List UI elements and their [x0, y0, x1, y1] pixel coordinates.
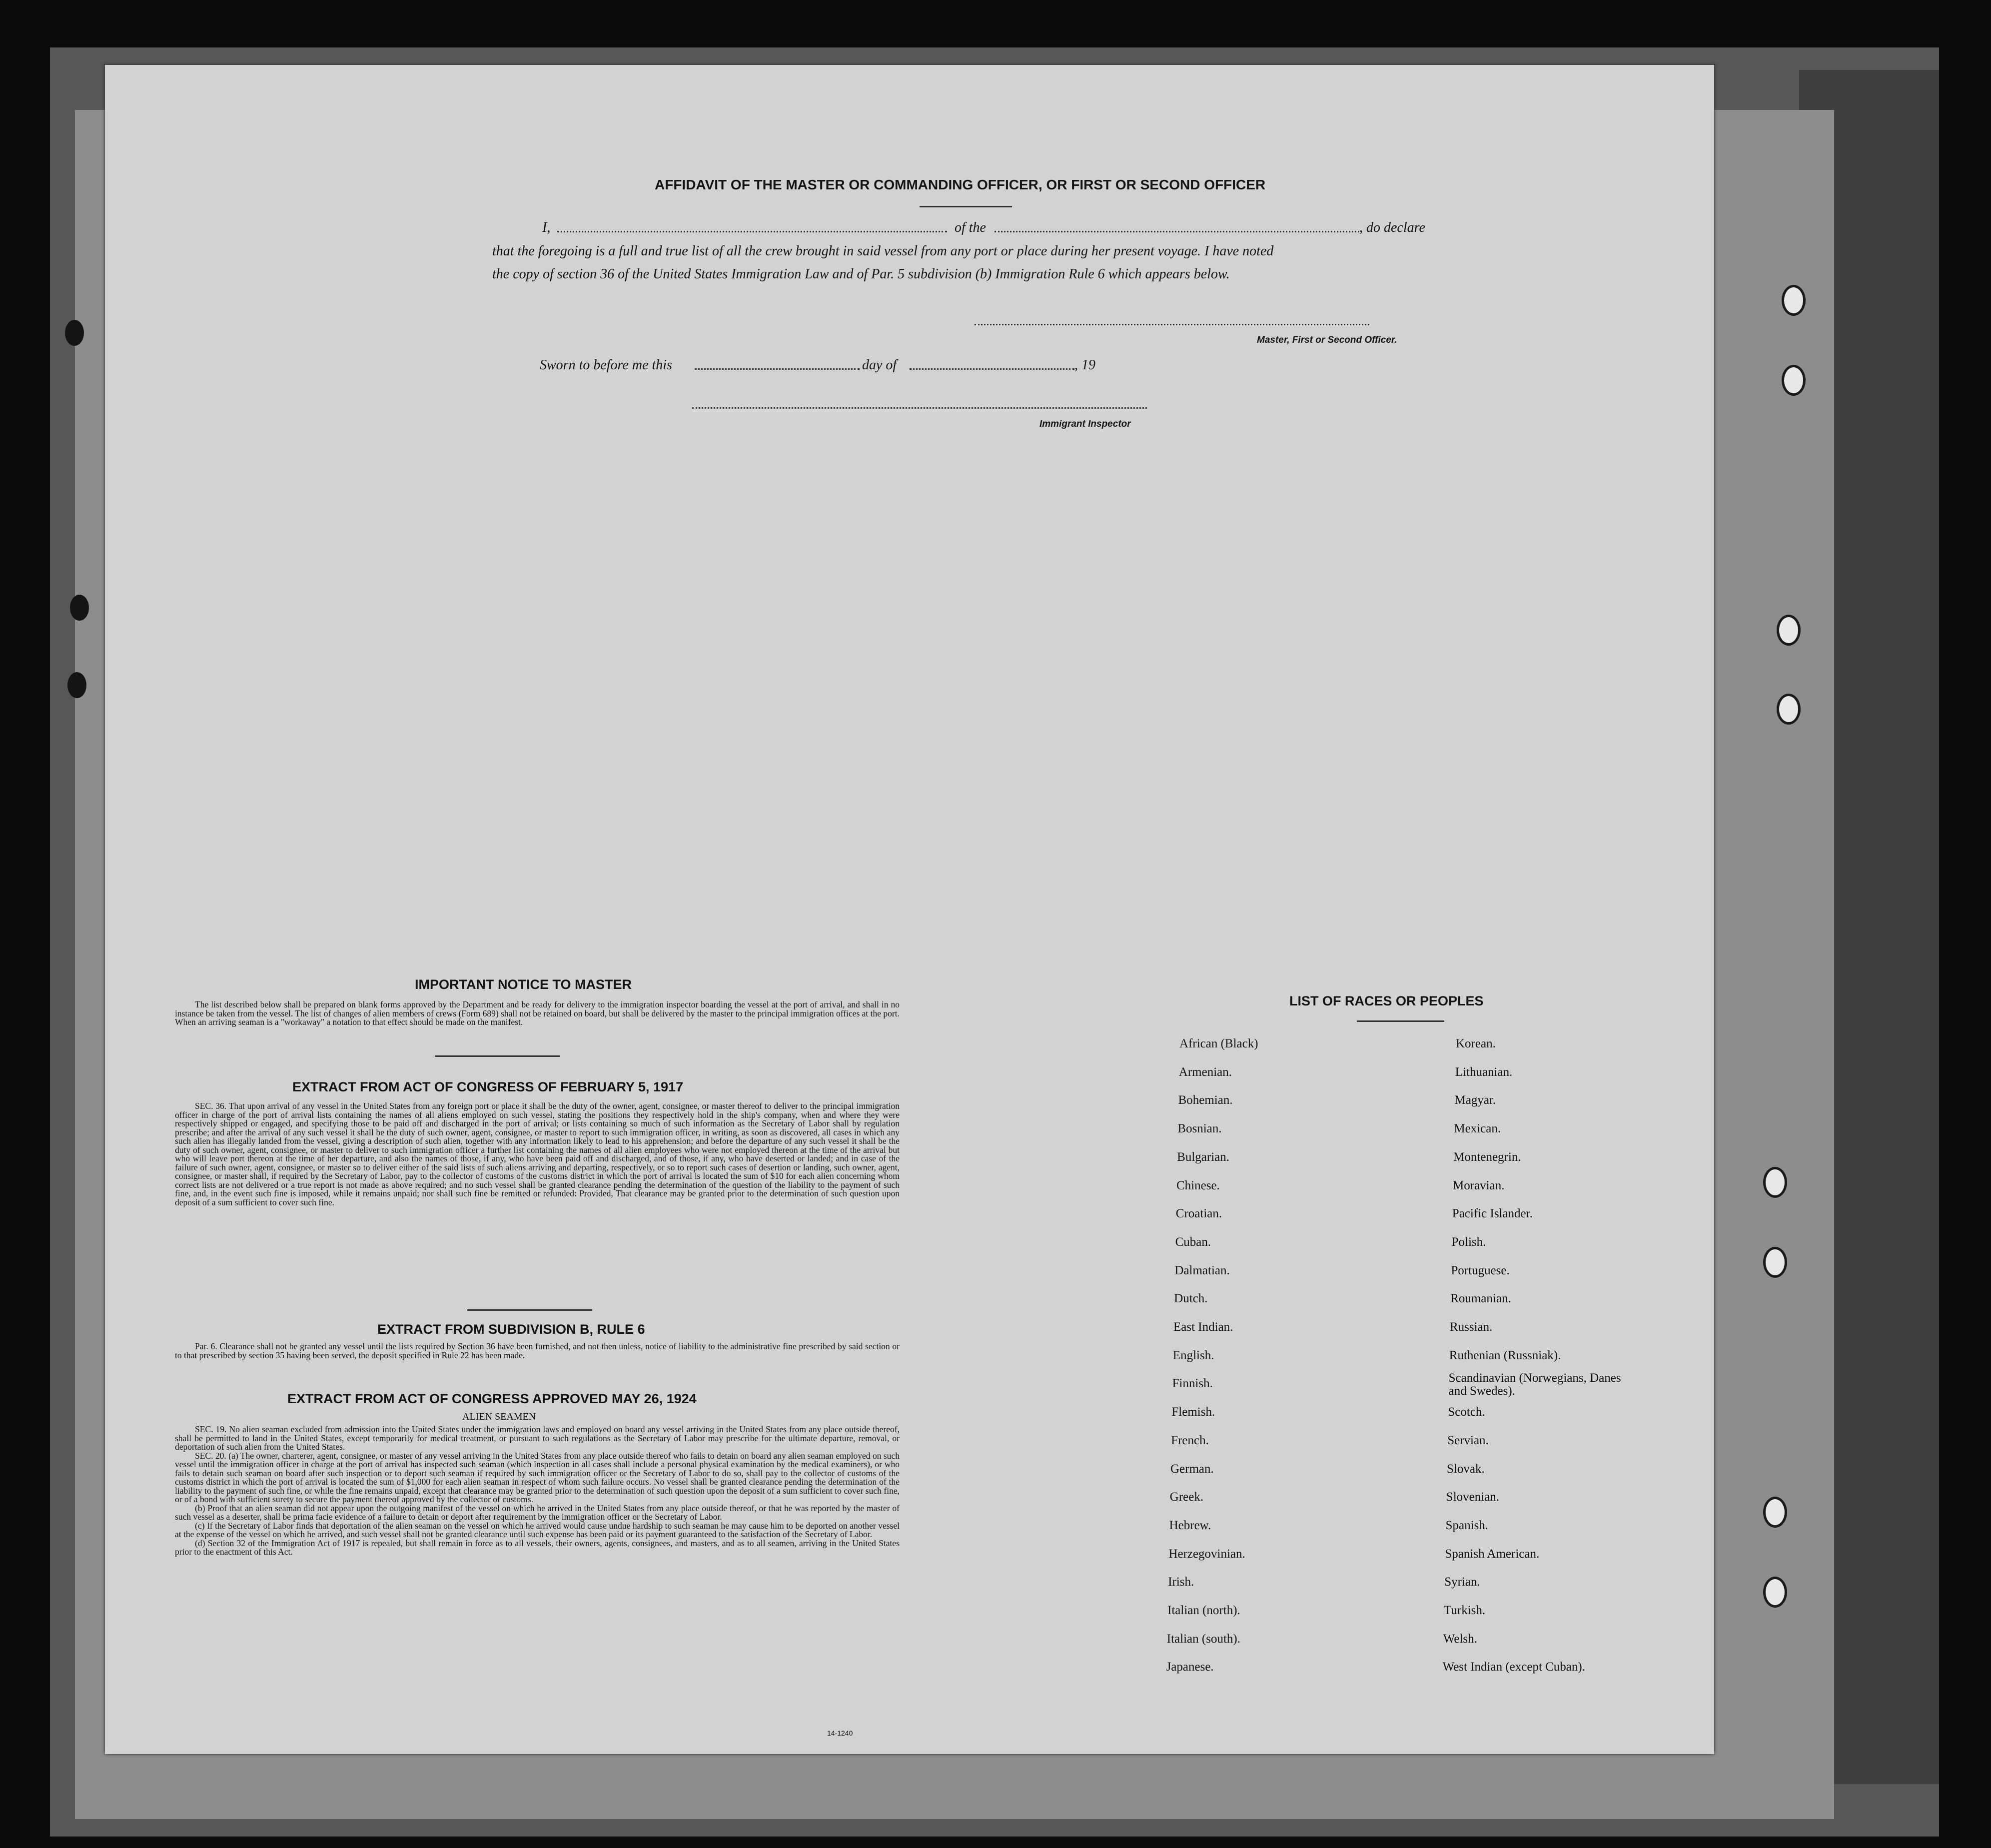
notice-text: The list described below shall be prepared on blank forms approved by the Department and be ready for delivery to the immigration inspector boarding the vessel at the port of arrival, and shall in no instance be taken from the vessel. The list of changes of alien members of crews (Form 689) shall not be retained on board, but shall be delivered by the master to the principal immigration offices at the port. When an arriving seaman is a "workaway" a notation to that effect should be made on the manifest.: [175, 999, 900, 1027]
race-item: Slovak.: [1447, 1462, 1485, 1476]
year-label: , 19: [1074, 357, 1095, 373]
race-item: Slovenian.: [1446, 1490, 1500, 1504]
title-underline: [920, 206, 1012, 207]
affidavit-line2: that the foregoing is a full and true list of all the crew brought in said vessel from any port or place during her present voyage. I have noted: [492, 243, 1274, 259]
race-item: Armenian.: [1178, 1065, 1232, 1079]
race-item: Portuguese.: [1451, 1263, 1510, 1277]
race-item: Scotch.: [1448, 1405, 1485, 1419]
race-item: Spanish American.: [1445, 1547, 1540, 1561]
affidavit-title: AFFIDAVIT OF THE MASTER OR COMMANDING OFFICER, OR FIRST OR SECOND OFFICER: [655, 177, 1266, 192]
notice-divider: [435, 1055, 560, 1057]
race-item: Korean.: [1456, 1037, 1496, 1050]
manifest-page: [105, 65, 1714, 1754]
race-item: Chinese.: [1176, 1178, 1220, 1192]
extract-rule6-title: EXTRACT FROM SUBDIVISION B, RULE 6: [377, 1322, 645, 1337]
affidavit-declare: , do declare: [1359, 220, 1425, 235]
race-item: Bosnian.: [1177, 1122, 1222, 1136]
race-item: Hebrew.: [1169, 1518, 1211, 1532]
race-item: Cuban.: [1175, 1235, 1211, 1249]
race-item: Montenegrin.: [1453, 1150, 1521, 1164]
race-item: Flemish.: [1171, 1405, 1215, 1419]
extract-divider: [467, 1309, 592, 1311]
race-item: Finnish.: [1172, 1377, 1213, 1391]
signature-caption: Master, First or Second Officer.: [1257, 335, 1397, 345]
inspector-caption: Immigrant Inspector: [1039, 419, 1131, 429]
punch-hole: [1782, 365, 1806, 396]
race-item: West Indian (except Cuban).: [1442, 1660, 1585, 1674]
extract-rule6-text: Par. 6. Clearance shall not be granted any vessel until the lists required by Section 36 have been furnished, and not then unless, notice of liability to the administrative fine prescribed by said section or to that prescribed by section 35 having been served, the deposit specified in Rule 22 has been made.: [175, 1341, 900, 1360]
race-item: East Indian.: [1173, 1320, 1233, 1334]
races-underline: [1357, 1020, 1444, 1022]
extract-1924-text: [175, 1425, 900, 1557]
race-item: Bohemian.: [1178, 1093, 1233, 1107]
race-item: Russian.: [1450, 1320, 1493, 1334]
punch-hole: [1777, 615, 1801, 646]
race-item: Bulgarian.: [1177, 1150, 1230, 1164]
sec20d-text: (d) Section 32 of the Immigration Act of 1917 is repealed, but shall remain in force as to all vessels, their owners, agents, consignees, and masters, and as to all seamen, arriving in the United States prior to the enactment of this Act.: [175, 1538, 900, 1557]
race-item: Mexican.: [1454, 1122, 1501, 1136]
punch-hole: [1763, 1497, 1787, 1528]
race-item: Japanese.: [1166, 1660, 1214, 1674]
race-item: Croatian.: [1175, 1207, 1222, 1221]
race-item: African (Black): [1179, 1037, 1258, 1050]
race-item: Greek.: [1169, 1490, 1204, 1504]
race-item: Scandinavian (Norwegians, Danes and Swedes).: [1448, 1371, 1621, 1398]
race-item: Italian (north).: [1167, 1604, 1240, 1617]
extract-1924-subtitle: ALIEN SEAMEN: [462, 1411, 536, 1422]
race-item: German.: [1170, 1462, 1214, 1476]
race-item: Italian (south).: [1166, 1632, 1240, 1646]
notice-title: IMPORTANT NOTICE TO MASTER: [415, 977, 632, 992]
race-item: Welsh.: [1443, 1632, 1477, 1646]
affidavit-i: I,: [542, 220, 551, 235]
sec20b-text: (b) Proof that an alien seaman did not appear upon the outgoing manifest of the vessel on which he arrived in the United States from any place outside thereof, or that he was reported by the master of such vessel as a deserter, shall be prima facie evidence of a failure to detain or deport after requirement by the immigration officer or the Secretary of Labor.: [175, 1503, 900, 1522]
affidavit-line3: the copy of section 36 of the United States Immigration Law and of Par. 5 subdivision (b) Immigration Rule 6 which appears below.: [492, 266, 1230, 282]
race-item: Roumanian.: [1450, 1292, 1511, 1306]
binder-hole: [65, 320, 84, 346]
race-item: Herzegovinian.: [1168, 1547, 1245, 1561]
form-number: 14-1240: [827, 1729, 853, 1737]
affidavit-of-the: of the: [955, 220, 986, 235]
race-item: Moravian.: [1453, 1178, 1505, 1192]
binder-hole: [67, 672, 86, 698]
vessel-name-field[interactable]: [995, 231, 1359, 232]
inspector-signature-field[interactable]: [692, 407, 1147, 409]
binder-hole: [70, 595, 89, 621]
race-item: Polish.: [1451, 1235, 1486, 1249]
race-item: Lithuanian.: [1455, 1065, 1513, 1079]
sec20a-text: SEC. 20. (a) The owner, charterer, agent, consignee, or master of any vessel arriving in the United States from any place outside thereof who fails to detain on board any alien seaman employed on such vessel until the immigration officer in charge at the port of arrival has inspected such seaman (which inspection in all cases shall include a personal physical examination by the medical examiners), or who fails to detain such seaman on board after such inspection or to deport such seaman if required by such immigration officer or the Secretary of Labor to do so, shall pay to the collector of customs of the customs district in which the port of arrival is located the sum of $1,000 for each alien seaman in respect of whom such failure occurs. No vessel shall be granted clearance pending the determination of the liability to the payment of such fine, or while the fine remains unpaid, except that clearance may be granted prior to the determination of such question upon the deposit of a sum sufficient to cover such fine, or of a bond with sufficient surety to secure the payment thereof approved by the collector of customs.: [175, 1450, 900, 1504]
race-item: Syrian.: [1444, 1575, 1480, 1589]
sworn-label: Sworn to before me this: [540, 357, 672, 373]
races-title: LIST OF RACES OR PEOPLES: [1289, 993, 1484, 1008]
race-item: Pacific Islander.: [1452, 1207, 1533, 1221]
day-of-label: day of: [862, 357, 897, 373]
master-name-field[interactable]: [557, 231, 947, 232]
race-item: Dalmatian.: [1174, 1263, 1230, 1277]
race-item: Turkish.: [1444, 1604, 1486, 1617]
race-item: Magyar.: [1454, 1093, 1496, 1107]
race-item: English.: [1172, 1348, 1214, 1362]
punch-hole: [1763, 1577, 1787, 1608]
punch-hole: [1763, 1167, 1787, 1198]
punch-hole: [1782, 285, 1806, 316]
punch-hole: [1777, 694, 1801, 725]
race-item: French.: [1171, 1433, 1209, 1447]
punch-hole: [1763, 1247, 1787, 1278]
extract-1924-title: EXTRACT FROM ACT OF CONGRESS APPROVED MAY 26, 1924: [287, 1391, 697, 1406]
race-item: Ruthenian (Russniak).: [1449, 1348, 1561, 1362]
extract-1917-text: SEC. 36. That upon arrival of any vessel in the United States from any foreign port or place it shall be the duty of the owner, agent, consignee, or master thereof to deliver to the principal immigration officer in charge of the port of arrival lists containing the names of all aliens employed on such vessel, stating the positions they respectively hold in the ship's company, when and where they were respectively shipped or engaged, and specifying those to be paid off and discharged in the port of arrival; or lists containing so much of such information as the Secretary of Labor shall by regulation prescribe; and after the arrival of any such vessel it shall be the duty of such owner, agent, consignee, or master to report to such immigration officer, in writing, as soon as discovered, all cases in which any such alien has illegally landed from the vessel, giving a description of such alien, together with any information likely to lead to his apprehension; and before the departure of any such vessel it shall be the duty of such owner, agent, consignee, or master to deliver to such immigration officer a further list containing the names of all alien employees who were not employed thereon at the time of the arrival but who will leave port thereon at the time of her departure, and also the names of those, if any, who have been paid off and discharged, and of those, if any, who have deserted or landed; and in case of the failure of such owner, agent, consignee, or master so to deliver either of the said lists of such aliens arriving and departing, respectively, or so to report such cases of desertion or landing, such owner, agent, consignee, or master shall, if required by the Secretary of Labor, pay to the collector of customs of the customs district in which the port of arrival is located the sum of $10 for each alien concerning whom correct lists are not delivered or a true report is not made as above required; and no such vessel shall be granted clearance pending the determination of the question of the liability to the payment of such fine, and, in the event such fine is imposed, while it remains unpaid; nor shall such fine be remitted or refunded: Provided, That clearance may be granted prior to the determination of such question upon deposit of a sum sufficient to cover such fine.: [175, 1101, 900, 1207]
sec19-text: SEC. 19. No alien seaman excluded from admission into the United States under the immigration laws and employed on board any vessel arriving in the United States from any place outside thereof, shall be permitted to land in the United States, except temporarily for medical treatment, or pursuant to such regulations as the Secretary of Labor may prescribe for the ultimate departure, removal, or deportation of such alien from the United States.: [175, 1424, 900, 1452]
race-item: Servian.: [1447, 1433, 1489, 1447]
race-item: Dutch.: [1174, 1292, 1208, 1306]
sworn-month-field[interactable]: [910, 368, 1074, 370]
master-signature-field[interactable]: [975, 324, 1369, 325]
extract-1917-title: EXTRACT FROM ACT OF CONGRESS OF FEBRUARY 5, 1917: [292, 1079, 684, 1094]
race-item: Spanish.: [1445, 1518, 1489, 1532]
sec20c-text: (c) If the Secretary of Labor finds that deportation of the alien seaman on the vessel on which he arrived would cause undue hardship to such seaman he may cause him to be deported on another vessel at the expense of the vessel on which he arrived, and such vessel shall not be granted clearance until such expense has been paid or its payment guaranteed to the satisfaction of the Secretary of Labor.: [175, 1520, 900, 1539]
sworn-day-field[interactable]: [695, 368, 860, 370]
race-item: Irish.: [1168, 1575, 1194, 1589]
